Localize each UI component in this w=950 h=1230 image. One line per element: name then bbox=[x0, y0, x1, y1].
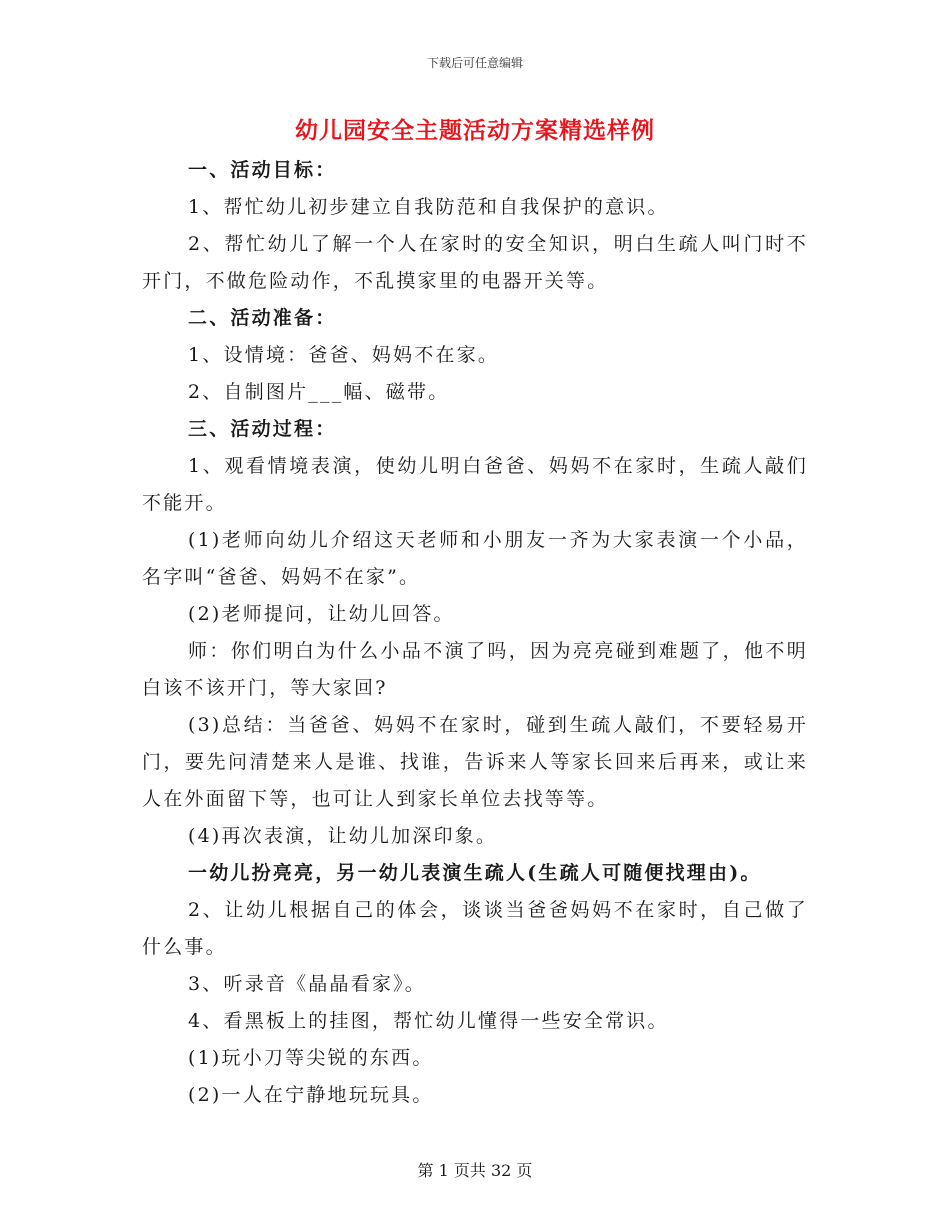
paragraph: 2、帮忙幼儿了解一个人在家时的安全知识，明白生疏人叫门时不开门，不做危险动作，不乱摸家里的电器开关等。 bbox=[142, 233, 808, 292]
paragraph: 2、自制图片___幅、磁带。 bbox=[188, 381, 450, 403]
document-body bbox=[142, 152, 808, 1114]
paragraph: (3)总结：当爸爸、妈妈不在家时，碰到生疏人敲们，不要轻易开门，要先问清楚来人是谁、找谁，告诉来人等家长回来后再来，或让来人在外面留下等，也可让人到家长单位去找等等。 bbox=[142, 714, 808, 810]
document-title: 幼儿园安全主题活动方案精选样例 bbox=[295, 117, 655, 144]
page-footer: 第 1 页共 32 页 bbox=[417, 1161, 533, 1180]
bold-paragraph: 一幼儿扮亮亮，另一幼儿表演生疏人(生疏人可随便找理由)。 bbox=[188, 862, 762, 884]
paragraph: (2)一人在宁静地玩玩具。 bbox=[188, 1084, 434, 1106]
paragraph: 师：你们明白为什么小品不演了吗，因为亮亮碰到难题了，他不明白该不该开门，等大家回? bbox=[142, 640, 808, 699]
paragraph: (1)老师向幼儿介绍这天老师和小朋友一齐为大家表演一个小品，名字叫“爸爸、妈妈不在家”。 bbox=[142, 529, 808, 588]
section-heading-preparation: 二、活动准备： bbox=[188, 307, 337, 329]
paragraph: 4、看黑板上的挂图，帮忙幼儿懂得一些安全常识。 bbox=[188, 1010, 669, 1032]
paragraph: 1、设情境：爸爸、妈妈不在家。 bbox=[188, 344, 500, 366]
paragraph: (2)老师提问，让幼儿回答。 bbox=[188, 603, 455, 625]
header-note: 下载后可任意编辑 bbox=[426, 56, 523, 70]
paragraph: (1)玩小刀等尖锐的东西。 bbox=[188, 1047, 434, 1069]
paragraph: (4)再次表演，让幼儿加深印象。 bbox=[188, 825, 498, 847]
paragraph: 3、听录音《晶晶看家》。 bbox=[188, 973, 426, 995]
paragraph: 2、让幼儿根据自己的体会，谈谈当爸爸妈妈不在家时，自己做了什么事。 bbox=[142, 899, 808, 958]
paragraph: 1、帮忙幼儿初步建立自我防范和自我保护的意识。 bbox=[188, 196, 669, 218]
paragraph: 1、观看情境表演，使幼儿明白爸爸、妈妈不在家时，生疏人敲们不能开。 bbox=[142, 455, 808, 514]
section-heading-process: 三、活动过程： bbox=[188, 418, 337, 440]
section-heading-goals: 一、活动目标： bbox=[188, 159, 337, 181]
